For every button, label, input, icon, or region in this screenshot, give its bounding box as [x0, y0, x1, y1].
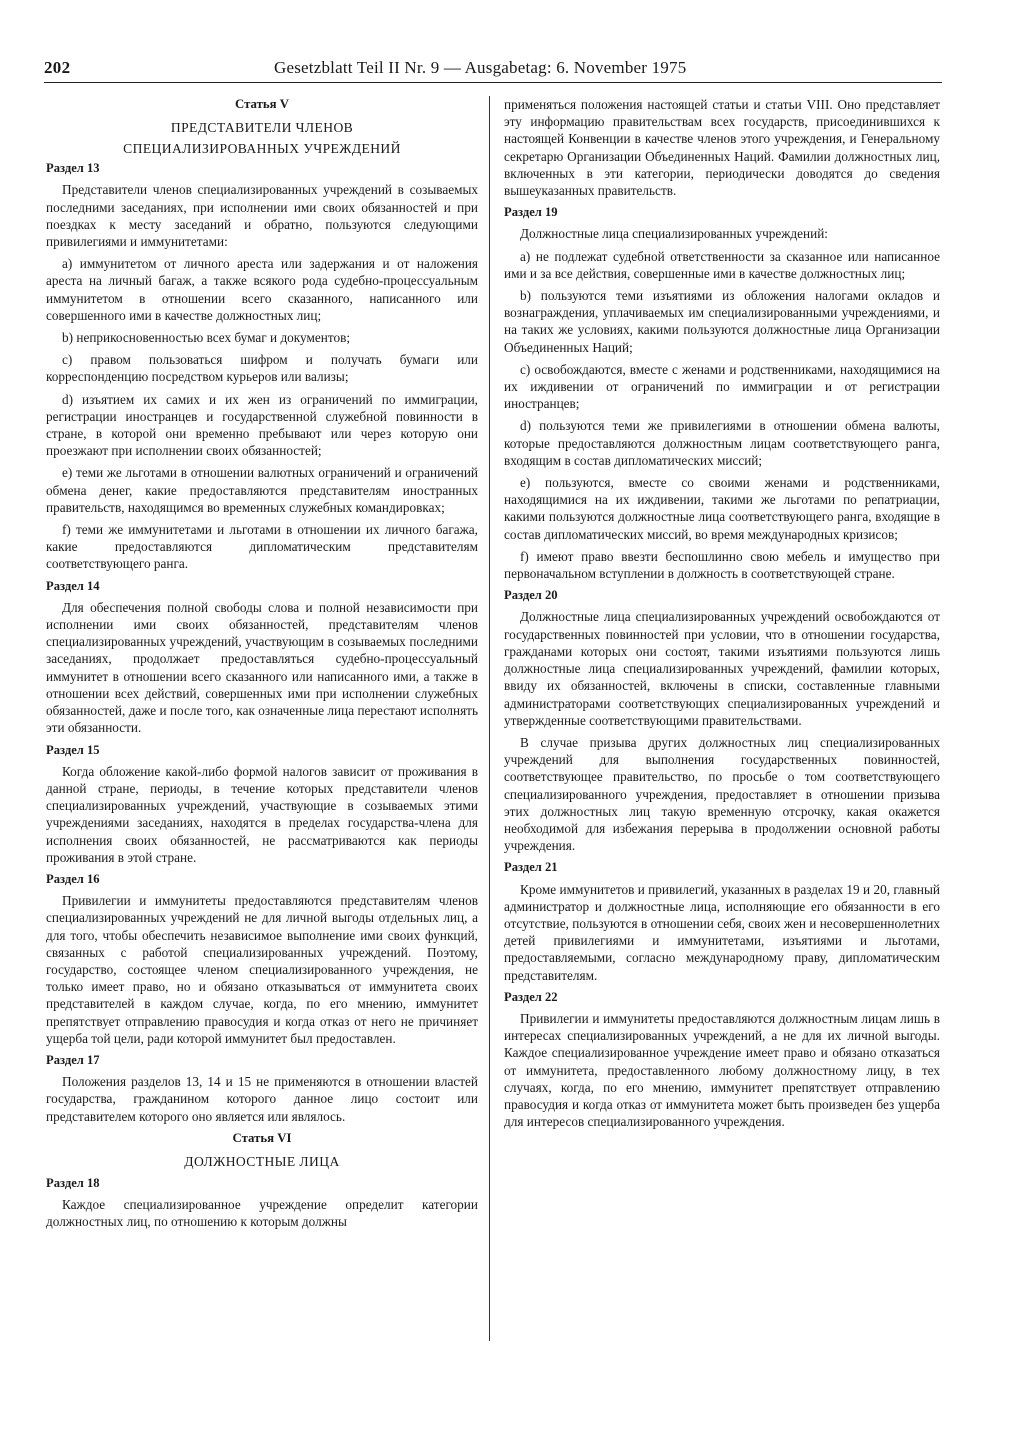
section-14-heading: Раздел 14 — [46, 578, 100, 593]
section-20-text-1: Должностные лица специализированных учреждений освобождаются от государственных повинностей при условии, что в отношении государства, гражданами которых они состоят, такими изъятиями пользуются лишь должностные лица специализированных учреждений, фамилии которых, ввиду их обязанностей, включены в списки, составленные главными администраторами соответствующих специализированных учреждений и утвержденные соответствующими правительствами. — [504, 609, 940, 728]
section-16-heading: Раздел 16 — [46, 871, 100, 886]
section-19-item-b: b) пользуются теми изъятиями из обложения налогами окладов и вознаграждения, уплачиваемых им специализированными учреждениями, и на таких же условиях, какими пользуются должностные лица Организации Объединенных Наций; — [504, 288, 940, 355]
section-18-text: Каждое специализированное учреждение определит категории должностных лиц, по отношению к которым должны — [46, 1197, 478, 1230]
section-21-text: Кроме иммунитетов и привилегий, указанных в разделах 19 и 20, главный администратор и должностные лица, исполняющие его обязанности в его отсутствие, пользуются в отношении себя, своих жен и несовершеннолетних детей привилегиями и иммунитетами, изъятиями и льготами, предоставляемыми, согласно международному праву, дипломатическим представителям. — [504, 881, 940, 983]
article-5-label: Статья V — [235, 97, 289, 111]
section-20-heading: Раздел 20 — [504, 588, 558, 603]
section-14-text: Для обеспечения полной свободы слова и полной независимости при исполнении ими своих обязанностей, представителям членов специализированных учреждений, участвующим в созываемых последними заседаниях, продолжает предоставляться судебно-процессуальный иммунитет в отношении всего сказанного или написанного ими, а также в отношении всех действий, совершенных ими при исполнении служебных обязанностей, даже и после того, как означенные лица перестают исполнять эти обязанности. — [46, 599, 478, 736]
article-5-title-line-2: СПЕЦИАЛИЗИРОВАННЫХ УЧРЕЖДЕНИЙ — [123, 141, 401, 157]
section-19-intro: Должностные лица специализированных учреждений: — [520, 226, 828, 242]
section-21-heading: Раздел 21 — [504, 860, 558, 875]
section-13-item-b: b) неприкосновенностью всех бумаг и документов; — [62, 330, 351, 346]
section-13-item-e: e) теми же льготами в отношении валютных ограничений и ограничений обмена денег, какие предоставляются представителям иностранных правительств, находящимся во временных служебных командировках; — [46, 465, 478, 515]
section-19-heading: Раздел 19 — [504, 205, 558, 220]
section-22-heading: Раздел 22 — [504, 989, 558, 1004]
section-13-item-f: f) теми же иммунитетами и льготами в отношении их личного багажа, какие предоставляются дипломатическим представителям соответствующего ранга. — [46, 522, 478, 572]
section-19-item-a: a) не подлежат судебной ответственности за сказанное или написанное ими и за все действия, совершенные ими в качестве должностных лиц; — [504, 248, 940, 281]
section-20-text-2: В случае призыва других должностных лиц специализированных учреждений для выполнения государственных повинностей, соответствующее правительство, по просьбе о том соответствующего специализированного учреждения, предоставляет в отношении призыва этих должностных лиц такую временную отсрочку, какая окажется необходимой для избежания перерыва в продолжении основной работы учреждения. — [504, 734, 940, 854]
section-13-item-a: a) иммунитетом от личного ареста или задержания и от наложения ареста на личный багаж, а также всякого рода судебно-процессуальным иммунитетом в отношении всего сказанного, написанного или совершенного ими в качестве должностных лиц; — [46, 256, 478, 323]
section-18-continued: применяться положения настоящей статьи и статьи VIII. Оно представляет эту информацию правительствам всех государств, присоединившихся к настоящей Конвенции в качестве членов этого учреждения, и Генеральному секретарю Организации Объединенных Наций. Фамилии должностных лиц, включенных в эти категории, периодически доводятся до сведения вышеуказанных правительств. — [504, 97, 940, 199]
section-13-heading: Раздел 13 — [46, 161, 100, 176]
section-22-text: Привилегии и иммунитеты предоставляются должностным лицам лишь в интересах специализированных учреждений, а не для их личной выгоды. Каждое специализированное учреждение имеет право и обязано отказаться от иммунитета, предоставленного любому должностному лицу, в тех случаях, когда, по его мнению, иммунитет препятствует отправлению правосудия и когда отказ от иммунитета может быть произведен без ущерба для интересов специализированного учреждения. — [504, 1010, 940, 1130]
page-header — [44, 58, 942, 80]
article-6-title: ДОЛЖНОСТНЫЕ ЛИЦА — [184, 1153, 340, 1169]
section-17-heading: Раздел 17 — [46, 1052, 100, 1067]
section-13-intro: Представители членов специализированных учреждений в созываемых последними заседаниях, при исполнении ими своих обязанностей и при поездках к месту заседаний и обратно, пользуются следующими привилегиями и иммунитетами: — [46, 182, 478, 250]
section-19-item-f: f) имеют право ввезти беспошлинно свою мебель и имущество при первоначальном вступлении в должность в соответствующей стране. — [504, 548, 940, 582]
article-5-title-line-1: ПРЕДСТАВИТЕЛИ ЧЛЕНОВ — [170, 120, 354, 136]
section-13-item-c: c) правом пользоваться шифром и получать бумаги или корреспонденцию посредством курьеров или вализы; — [46, 352, 478, 385]
section-18-heading: Раздел 18 — [46, 1175, 100, 1190]
column-divider — [489, 96, 490, 1341]
section-19-item-c: c) освобождаются, вместе с женами и родственниками, находящимися на их иждивении от ограничений по иммиграции и от регистрации иностранцев; — [504, 361, 940, 412]
section-16-text: Привилегии и иммунитеты предоставляются представителям членов специализированных учреждений не для личной выгоды отдельных лиц, а для того, чтобы обеспечить независимое выполнение ими своих функций, связанных с работой специализированных учреждений. Поэтому, государство, состоящее членом специализированного учреждения, не только имеет право, но и обязано отказываться от иммунитета своих представителей в каждом случае, когда, по его мнению, иммунитет препятствует отправлению правосудия и когда отказ от него не причиняет ущерба той цели, ради которой иммунитет был предоставлен. — [46, 893, 478, 1046]
running-title: Gesetzblatt Teil II Nr. 9 — Ausgabetag: 6. November 1975 — [274, 58, 687, 77]
section-19-item-d: d) пользуются теми же привилегиями в отношении обмена валюты, которые предоставляются должностным лицам соответствующего ранга, входящим в состав дипломатических миссий; — [504, 418, 940, 468]
section-15-heading: Раздел 15 — [46, 742, 100, 757]
section-13-item-d: d) изъятием их самих и их жен из ограничений по иммиграции, регистрации иностранцев и государственной служебной повинности в стране, в которой они временно пребывают или через которую они проезжают при исполнении своих обязанностей; — [46, 391, 478, 459]
section-19-item-e: e) пользуются, вместе со своими женами и родственниками, находящимися на их иждивении, такими же льготами по репатриации, какими пользуются должностные лица соответствующего ранга, входящие в состав дипломатических миссий, во время международных кризисов; — [504, 475, 940, 542]
section-17-text: Положения разделов 13, 14 и 15 не применяются в отношении властей государства, гражданином которого данное лицо состоит или представителем которого оно является или являлось. — [46, 1074, 478, 1124]
header-rule — [44, 82, 942, 83]
right-column — [504, 96, 940, 1135]
left-column — [46, 96, 478, 1236]
page-number: 202 — [44, 58, 71, 77]
article-6-label: Статья VI — [232, 1130, 292, 1145]
section-15-text: Когда обложение какой-либо формой налогов зависит от проживания в данной стране, периоды, в течение которых представители членов специализированных учреждений, участвующие в созываемых этими учреждениями заседаниях, находятся в пределах государства-члена для исполнения своих обязанностей, не рассматриваются как периоды проживания в этой стране. — [46, 763, 478, 865]
